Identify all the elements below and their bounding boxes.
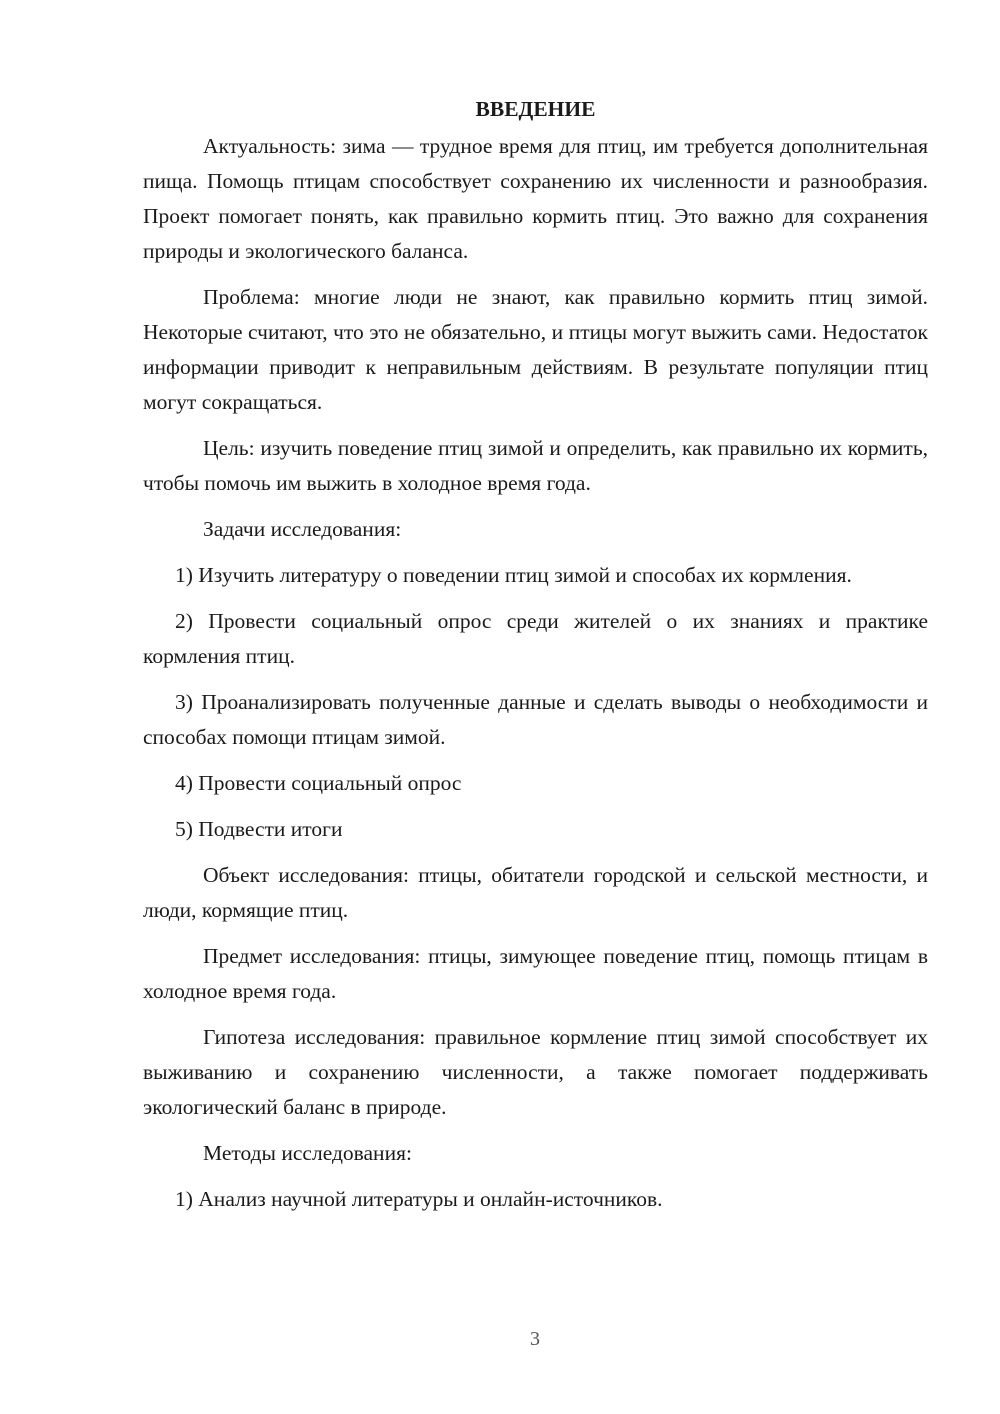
section-title: ВВЕДЕНИЕ bbox=[475, 97, 596, 121]
object-paragraph: Объект исследования: птицы, обитатели городской и сельской местности, и люди, кормящие птиц. bbox=[143, 863, 928, 922]
method-item-1: 1) Анализ научной литературы и онлайн-источников. bbox=[175, 1187, 663, 1211]
task-item-2: 2) Провести социальный опрос среди жителей о их знаниях и практике кормления птиц. bbox=[143, 609, 928, 668]
task-item-1: 1) Изучить литературу о поведении птиц зимой и способах их кормления. bbox=[175, 563, 852, 587]
subject-paragraph: Предмет исследования: птицы, зимующее поведение птиц, помощь птицам в холодное время года. bbox=[143, 944, 928, 1003]
tasks-heading: Задачи исследования: bbox=[203, 517, 402, 541]
page-number: 3 bbox=[530, 1328, 540, 1350]
methods-heading: Методы исследования: bbox=[203, 1141, 412, 1165]
task-item-3: 3) Проанализировать полученные данные и сделать выводы о необходимости и способах помощи птицам зимой. bbox=[143, 690, 928, 749]
task-item-4: 4) Провести социальный опрос bbox=[175, 771, 462, 795]
task-item-5: 5) Подвести итоги bbox=[175, 817, 343, 841]
hypothesis-paragraph: Гипотеза исследования: правильное кормление птиц зимой способствует их выживанию и сохранению численности, а также помогает поддерживать экологический баланс в природе. bbox=[143, 1025, 928, 1119]
problem-paragraph: Проблема: многие люди не знают, как правильно кормить птиц зимой. Некоторые считают, что это не обязательно, и птицы могут выжить сами. Недостаток информации приводит к неправильным действиям. В результате популяции птиц могут сокращаться. bbox=[143, 285, 928, 414]
page-content bbox=[143, 92, 928, 1228]
relevance-paragraph: Актуальность: зима — трудное время для птиц, им требуется дополнительная пища. Помощь птицам способствует сохранению их численности и разнообразия. Проект помогает понять, как правильно кормить птиц. Это важно для сохранения природы и экологического баланса. bbox=[143, 134, 928, 263]
goal-paragraph: Цель: изучить поведение птиц зимой и определить, как правильно их кормить, чтобы помочь им выжить в холодное время года. bbox=[143, 436, 928, 495]
